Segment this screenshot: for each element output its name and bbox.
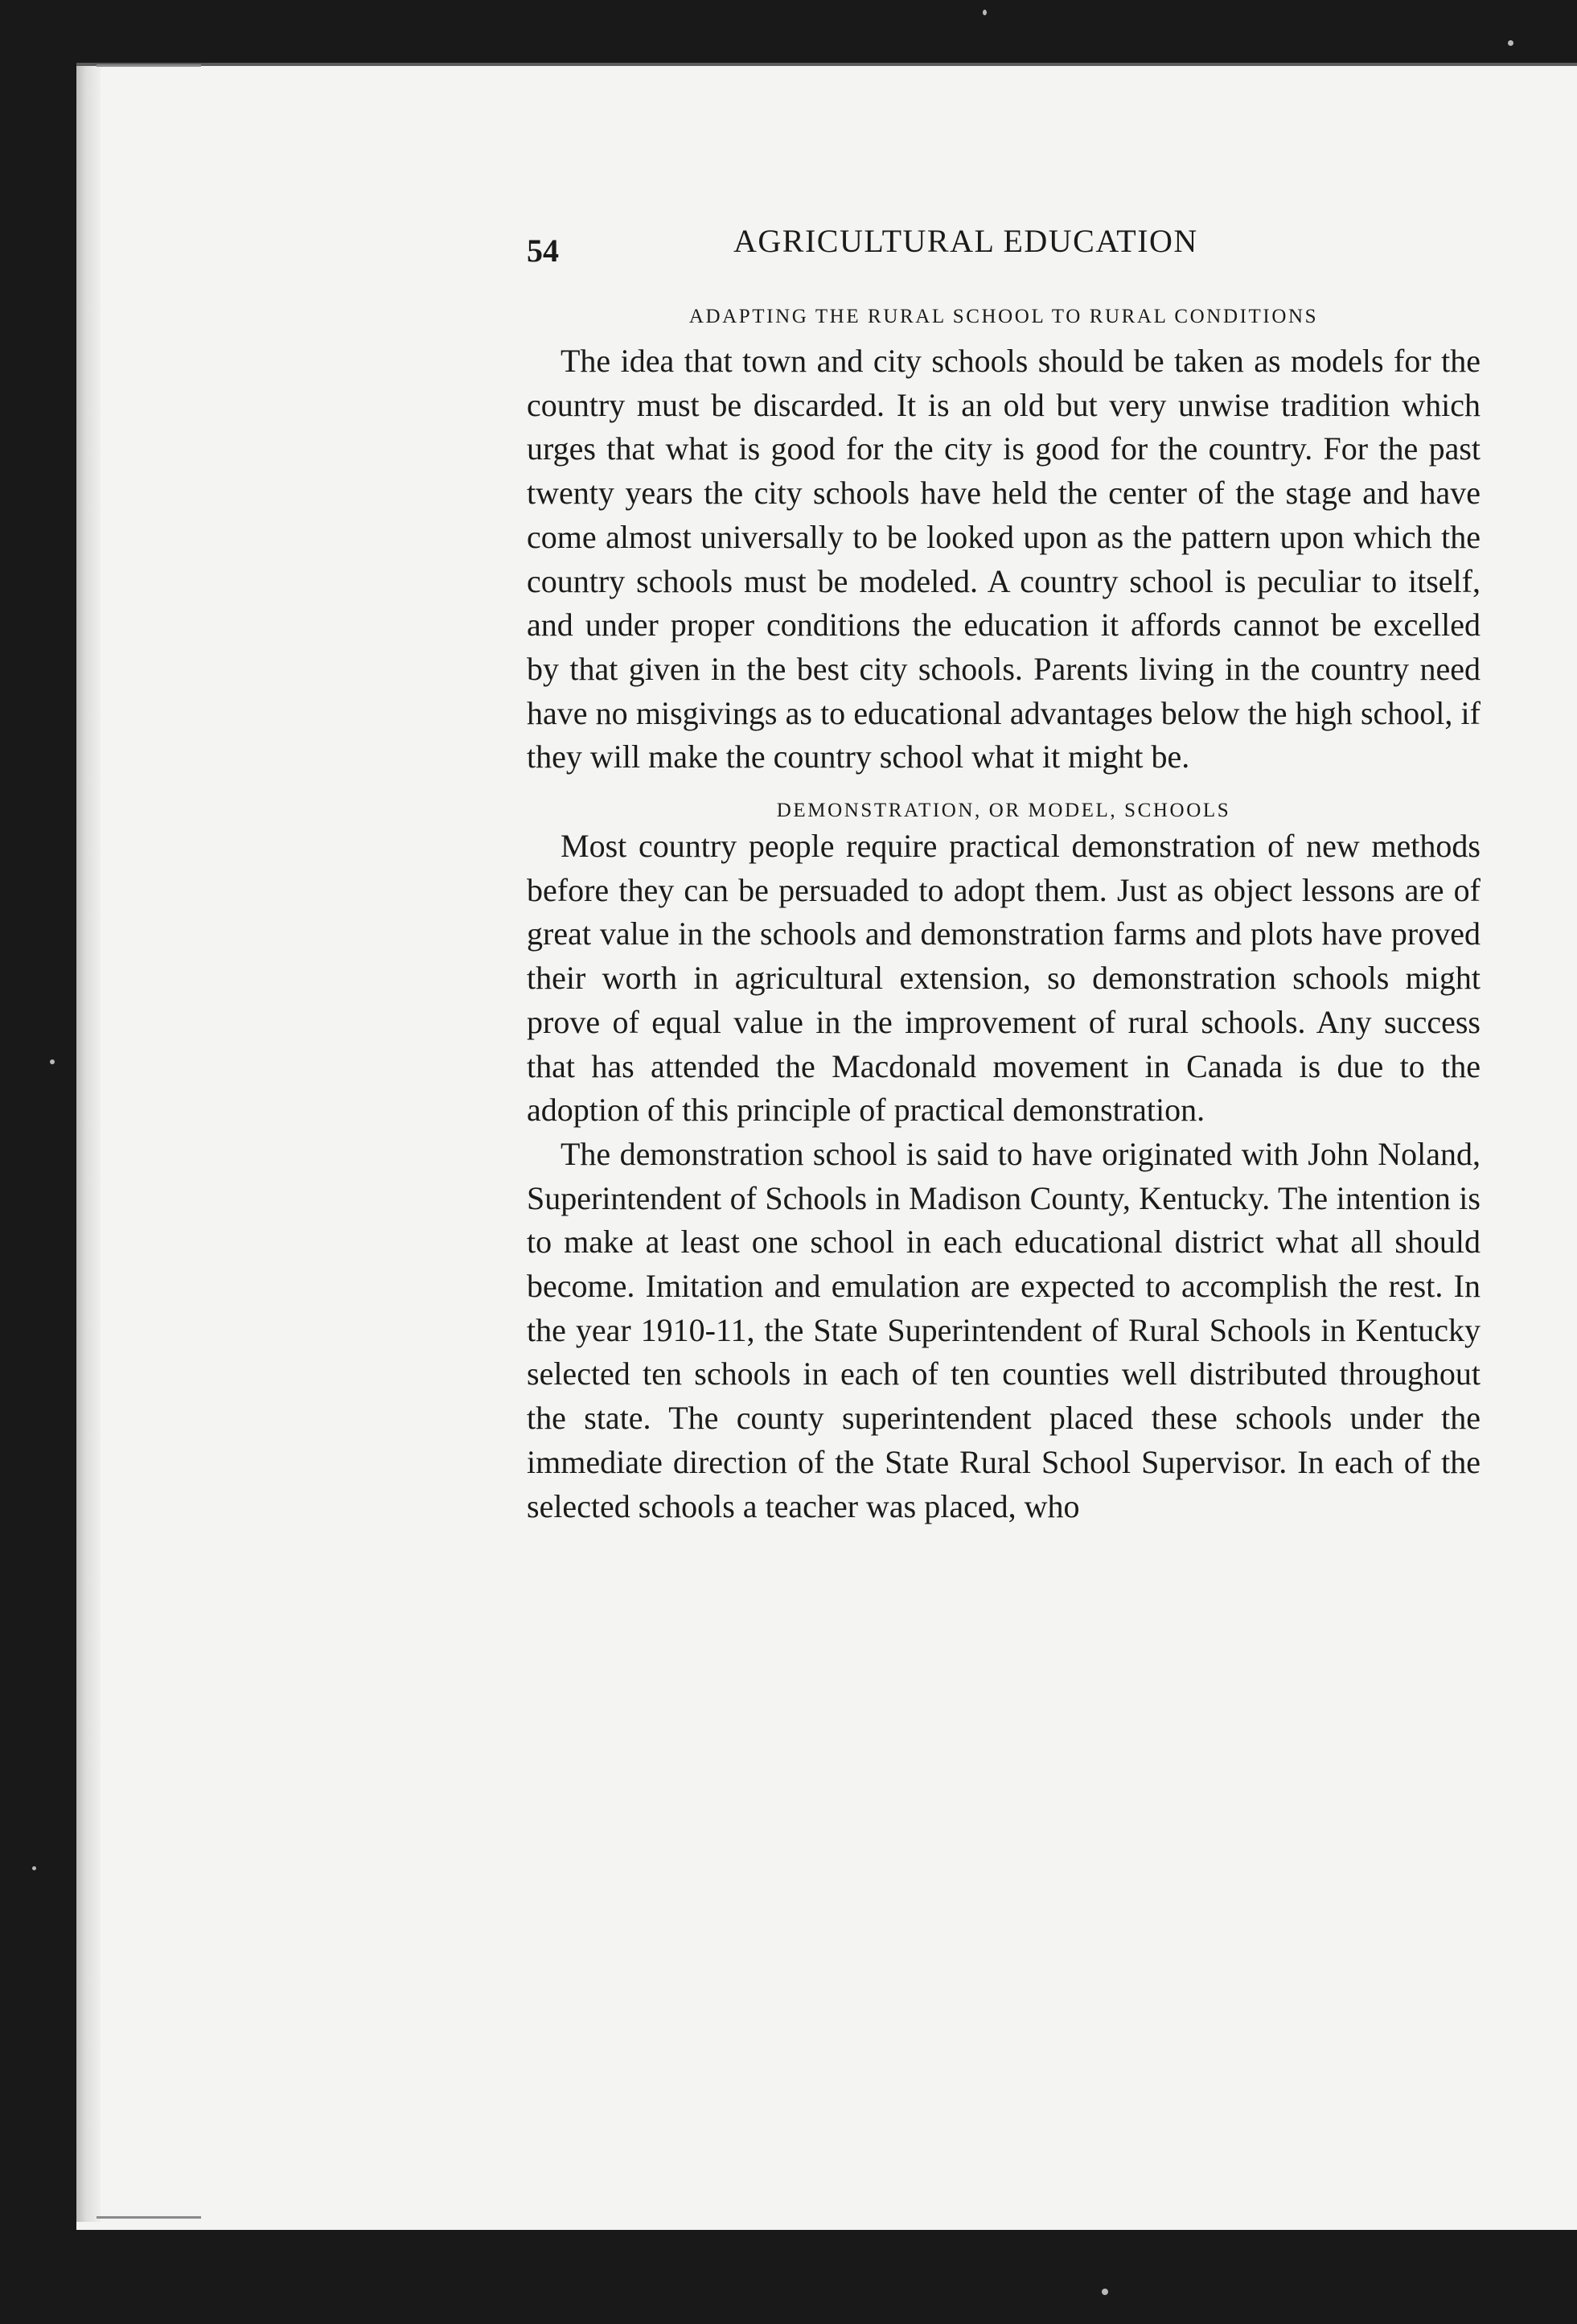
running-head: [527, 214, 1480, 272]
scan-speck: [32, 1866, 36, 1870]
body-paragraph: Most country people require practical demonstration of new methods before they can be persuaded to adopt them. Just as object lessons are of great value in the schools and demonstration farms and plots have proved their worth in agricultural extension, so demonstration schools might prove of equal value in the improvement of rural schools. Any success that has attended the Macdonald movement in Canada is due to the adoption of this principle of practical demonstration.: [527, 828, 1480, 1129]
scan-speck: [1102, 2289, 1108, 2295]
scan-speck: [50, 1059, 55, 1064]
section-heading: DEMONSTRATION, OR MODEL, SCHOOLS: [776, 800, 1231, 822]
page-stack-line: [97, 64, 201, 67]
section-heading: ADAPTING THE RURAL SCHOOL TO RURAL CONDITIONS: [688, 306, 1319, 327]
body-paragraph: The demonstration school is said to have originated with John Noland, Superintendent of Schools in Madison County, Kentucky. The intention is to make at least one school in each educational district what all should become. Imitation and emulation are expected to accomplish the rest. In the year 1910-11, the State Superintendent of Rural Schools in Kentucky selected ten schools in each of ten counties well distributed throughout the state. The county superintendent placed these schools under the immediate direction of the State Rural School Supervisor. In each of the selected schools a teacher was placed, who: [527, 1135, 1480, 1524]
page-content: [527, 214, 1480, 1528]
scan-speck: [1508, 40, 1513, 46]
body-paragraph: The idea that town and city schools should be taken as models for the country must be discarded. It is an old but very unwise tradition which urges that what is good for the city is good for the country. For the past twenty years the city schools have held the center of the stage and have come almost universally to be looked upon as the pattern upon which the country schools must be modeled. A country school is peculiar to itself, and under proper conditions the education it affords cannot be excelled by that given in the best city schools. Parents living in the country need have no misgivings as to educational advantages below the high school, if they will make the country school what it might be.: [527, 343, 1480, 775]
scan-speck: [983, 10, 987, 15]
running-title: AGRICULTURAL EDUCATION: [733, 223, 1198, 259]
page-binding-edge: [76, 66, 101, 2222]
page-stack-line: [97, 2216, 201, 2219]
page-number: 54: [527, 232, 559, 269]
